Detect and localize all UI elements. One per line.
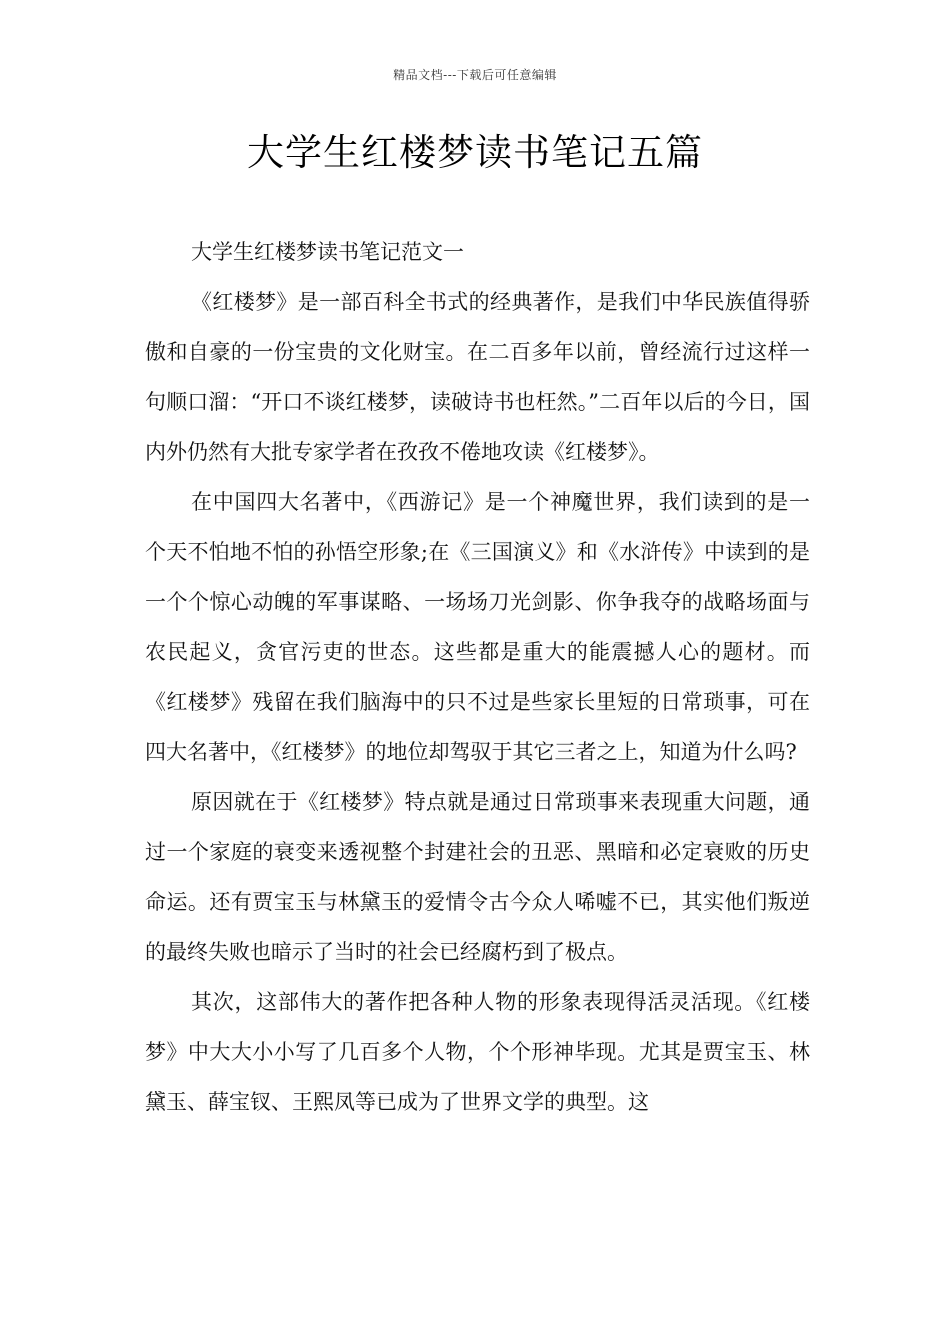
page-header-note: 精品文档---下载后可任意编辑 <box>393 68 557 82</box>
document-body <box>145 227 810 1127</box>
paragraph: 其次，这部伟大的著作把各种人物的形象表现得活灵活现。《红楼梦》中大大小小写了几百多个人物，个个形神毕现。尤其是贾宝玉、林黛玉、薛宝钗、王熙凤等已成为了世界文学的典型。这 <box>145 990 810 1114</box>
paragraph: 原因就在于《红楼梦》特点就是通过日常琐事来表现重大问题，通过一个家庭的衰变来透视整个封建社会的丑恶、黑暗和必定衰败的历史命运。还有贾宝玉与林黛玉的爱情令古今众人唏嘘不已，其实他们叛逆的最终失败也暗示了当时的社会已经腐朽到了极点。 <box>145 790 810 964</box>
document-title: 大学生红楼梦读书笔记五篇 <box>247 131 703 174</box>
section-heading: 大学生红楼梦读书笔记范文一 <box>191 240 464 264</box>
paragraph: 《红楼梦》是一部百科全书式的经典著作，是我们中华民族值得骄傲和自豪的一份宝贵的文化财宝。在二百多年以前，曾经流行过这样一句顺口溜：“开口不谈红楼梦，读破诗书也枉然。”二百年以后的今日，国内外仍然有大批专家学者在孜孜不倦地攻读《红楼梦》。 <box>145 290 810 464</box>
paragraph: 在中国四大名著中，《西游记》是一个神魔世界，我们读到的是一个天不怕地不怕的孙悟空形象;在《三国演义》和《水浒传》中读到的是一个个惊心动魄的军事谋略、一场场刀光剑影、你争我夺的战略场面与农民起义，贪官污吏的世态。这些都是重大的能震撼人心的题材。而《红楼梦》残留在我们脑海中的只不过是些家长里短的日常琐事，可在四大名著中，《红楼梦》的地位却驾驭于其它三者之上，知道为什么吗? <box>145 490 810 764</box>
